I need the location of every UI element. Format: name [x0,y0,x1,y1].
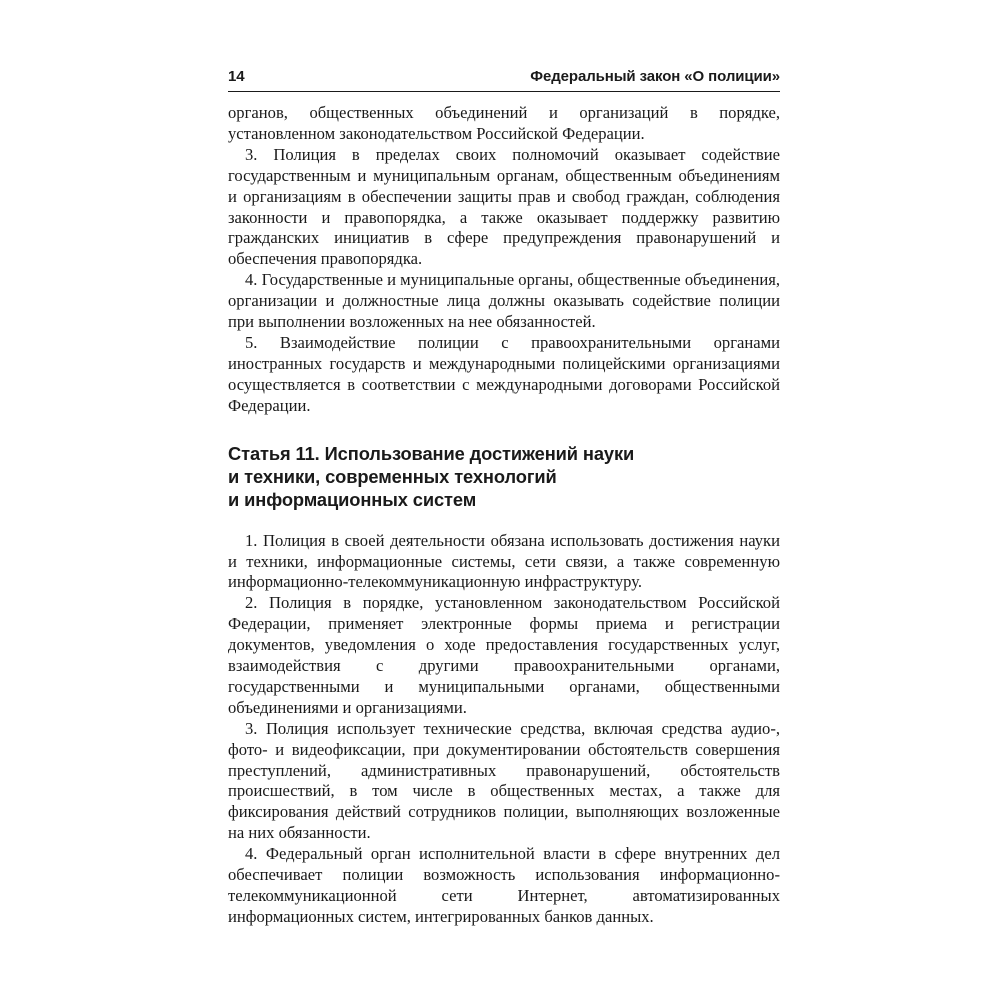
running-header [228,68,780,92]
paragraph-clause-5: 5. Взаимодействие полиции с правоохранительными органами иностранных государств и международными полицейскими организациями осуществляется в соответствии с международными договорами Российской Федерации. [228,332,780,415]
article-paragraph-2: 2. Полиция в порядке, установленном законодательством Российской Федерации, применяет электронные формы приема и регистрации документов, уведомления о ходе предоставления государственных услуг, взаимодействия с другими правоохранительными органами, государственными и муниципальными органами, общественными объединениями и организациями. [228,593,780,717]
article-paragraph-3: 3. Полиция использует технические средства, включая средства аудио-, фото- и видеофиксации, при документировании обстоятельств совершения преступлений, административных правонарушений, обстоятельств происшествий, в том числе в общественных местах, а также для фиксирования действий сотрудников полиции, выполняющих возложенные на них обязанности. [228,718,780,843]
document-page [228,68,780,928]
article-heading-line-1: Статья 11. Использование достижений науки [228,442,635,464]
article-heading-line-2: и техники, современных технологий [228,465,557,487]
running-title: Федеральный закон «О полиции» [530,68,780,85]
paragraph-clause-3: 3. Полиция в пределах своих полномочий оказывает содействие государственным и муниципальным органам, общественным объединениям и организациям в обеспечении защиты прав и свобод граждан, соблюдения законности и правопорядка, а также оказывает поддержку развитию гражданских инициатив в сфере предупреждения правонарушений и обеспечения правопорядка. [228,144,780,269]
paragraph-clause-4: 4. Государственные и муниципальные органы, общественные объединения, организации и должностные лица должны оказывать содействие полиции при выполнении возложенных на нее обязанностей. [228,270,780,332]
article-paragraph-4: 4. Федеральный орган исполнительной власти в сфере внутренних дел обеспечивает полиции возможность использования информационно-телекоммуникационной сети Интернет, автоматизированных информационных систем, интегрированных банков данных. [228,844,780,926]
article-heading [228,442,780,511]
page-number: 14 [228,68,245,85]
article-paragraph-1: 1. Полиция в своей деятельности обязана использовать достижения науки и техники, информационные системы, сети связи, а также современную информационно-телекоммуникационную инфраструктуру. [228,530,780,592]
continued-paragraph: органов, общественных объединений и организаций в порядке, установленном законодательством Российской Федерации. [228,103,780,143]
article-heading-line-3: и информационных систем [228,488,477,510]
